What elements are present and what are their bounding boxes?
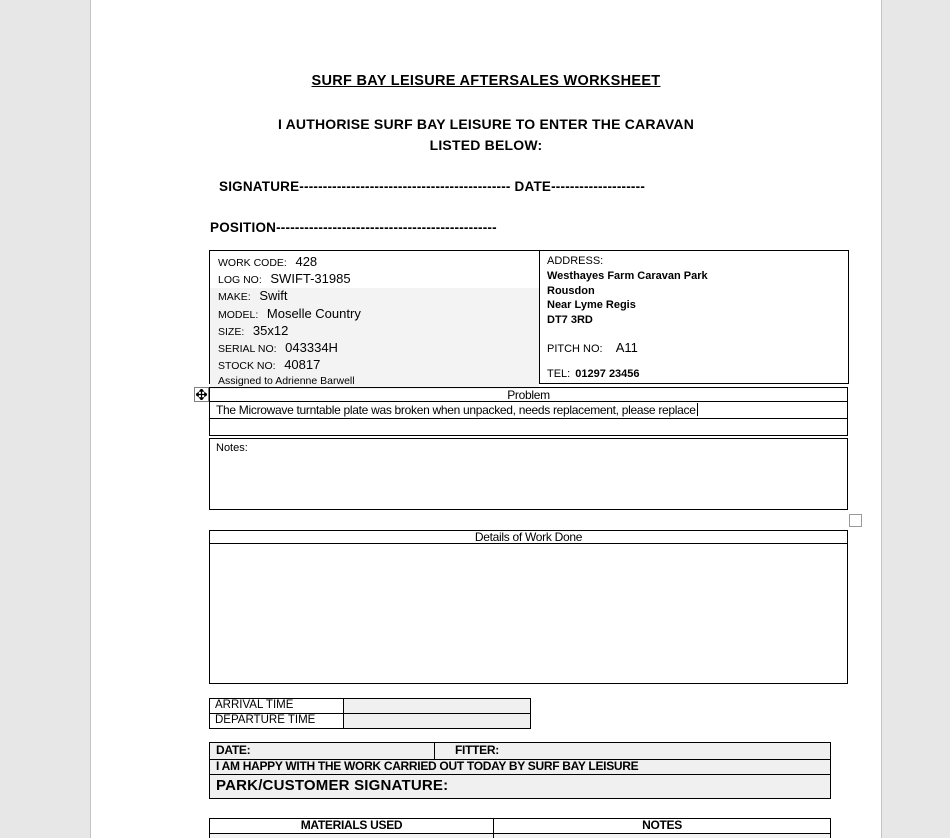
field-label: STOCK NO:: [218, 360, 276, 373]
departure-time-label: DEPARTURE TIME: [210, 714, 344, 728]
pitch-label: PITCH NO:: [547, 343, 603, 356]
field-label: MAKE:: [218, 291, 251, 304]
table-resize-handle[interactable]: [849, 514, 862, 527]
field-value: 043334H: [285, 340, 338, 356]
authorisation-line2: LISTED BELOW:: [429, 137, 543, 153]
caravan-address-table: [209, 250, 849, 388]
problem-empty-row[interactable]: [210, 419, 847, 435]
field-value: Moselle Country: [266, 305, 361, 321]
field-label: SIZE:: [218, 325, 245, 338]
materials-entry-cell[interactable]: [210, 834, 494, 838]
date-fitter-row: [210, 743, 830, 760]
stock-no-row: [210, 357, 539, 374]
field-label: WORK CODE:: [218, 257, 287, 269]
field-label: LOG NO:: [218, 274, 262, 287]
departure-time-row: [210, 713, 530, 728]
make-row: [210, 288, 539, 305]
notes-box[interactable]: [209, 438, 848, 510]
materials-header-row: [210, 819, 830, 834]
times-table: [209, 698, 531, 729]
size-row: [210, 323, 539, 340]
arrival-time-label: ARRIVAL TIME: [210, 699, 344, 713]
signature-date-line: SIGNATURE--------------------------------------------- DATE--------------------: [219, 179, 646, 194]
address-line: Rousdon: [547, 284, 595, 297]
assigned-note: Assigned to Adrienne Barwell: [210, 374, 539, 389]
serial-no-row: [210, 340, 539, 357]
date-field[interactable]: DATE:: [210, 743, 435, 759]
text-cursor: [697, 403, 698, 416]
field-value: 35x12: [252, 322, 289, 338]
tel-value: 01297 23456: [575, 368, 640, 381]
pitch-value: A11: [615, 340, 638, 356]
materials-notes-cell[interactable]: [494, 834, 830, 838]
field-value: 40817: [284, 357, 321, 373]
materials-table: [209, 818, 831, 838]
caravan-details-cell[interactable]: [210, 251, 540, 388]
work-done-header: Details of Work Done: [209, 530, 848, 544]
tel-label: TEL:: [547, 368, 571, 381]
materials-notes-header: NOTES: [642, 818, 682, 832]
address-line: DT7 3RD: [547, 313, 593, 326]
authorisation-line1: I AUTHORISE SURF BAY LEISURE TO ENTER THE CARAVAN: [277, 116, 695, 132]
address-label: ADDRESS:: [547, 255, 604, 267]
problem-entry-box[interactable]: [209, 401, 848, 436]
field-label: SERIAL NO:: [218, 343, 277, 356]
fitter-field[interactable]: FITTER:: [455, 743, 499, 757]
field-value: 428: [295, 254, 318, 269]
position-line: POSITION-----------------------------------------------: [210, 220, 497, 235]
table-move-handle-icon[interactable]: [194, 387, 209, 402]
four-arrow-cross-icon: [196, 389, 207, 400]
problem-entry-text: The Microwave turntable plate was broken when unpacked, needs replacement, please replace: [216, 403, 696, 417]
work-code-row: [210, 254, 539, 271]
customer-signature-field[interactable]: PARK/CUSTOMER SIGNATURE:: [216, 777, 449, 794]
address-cell[interactable]: [540, 251, 848, 383]
tel-row: [547, 367, 848, 381]
model-row: [210, 306, 539, 323]
happy-statement: I AM HAPPY WITH THE WORK CARRIED OUT TODAY BY SURF BAY LEISURE: [210, 760, 830, 775]
materials-used-header: MATERIALS USED: [210, 819, 494, 833]
pitch-no-row: [547, 340, 848, 357]
field-value: Swift: [259, 288, 288, 304]
materials-entry-row[interactable]: [210, 834, 830, 838]
work-done-entry-box[interactable]: [209, 543, 848, 684]
problem-entry-row[interactable]: [210, 402, 847, 419]
field-value: SWIFT-31985: [270, 271, 351, 287]
document-page: [90, 0, 882, 838]
departure-time-field[interactable]: [344, 714, 530, 728]
authorisation-statement: [91, 114, 881, 156]
log-no-row: [210, 271, 539, 288]
address-line: Westhayes Farm Caravan Park: [547, 270, 708, 282]
problem-section-header: Problem: [209, 387, 848, 402]
arrival-time-row: [210, 699, 530, 713]
signoff-table: [209, 742, 831, 799]
notes-label: Notes:: [216, 442, 248, 454]
field-label: MODEL:: [218, 308, 259, 321]
arrival-time-field[interactable]: [344, 699, 530, 713]
page-title: SURF BAY LEISURE AFTERSALES WORKSHEET: [311, 73, 661, 89]
address-line: Near Lyme Regis: [547, 299, 636, 312]
